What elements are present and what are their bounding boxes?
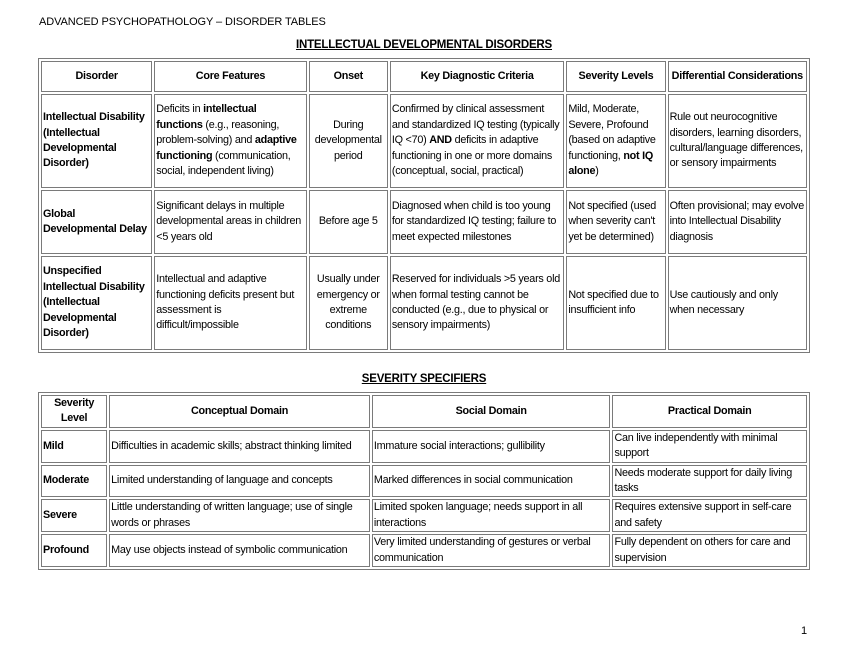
column-header: Severity Level bbox=[41, 395, 107, 428]
column-header: Conceptual Domain bbox=[109, 395, 370, 428]
table1-title: INTELLECTUAL DEVELOPMENTAL DISORDERS bbox=[295, 39, 553, 51]
document-header: ADVANCED PSYCHOPATHOLOGY – DISORDER TABLES bbox=[39, 16, 326, 28]
column-header: Onset bbox=[309, 61, 388, 92]
table-row bbox=[41, 190, 807, 254]
column-header: Disorder bbox=[41, 61, 152, 92]
conceptual-cell: May use objects instead of symbolic communication bbox=[109, 534, 370, 567]
table2-title: SEVERITY SPECIFIERS bbox=[361, 373, 487, 385]
social-cell: Marked differences in social communication bbox=[372, 465, 611, 498]
practical-cell: Needs moderate support for daily living tasks bbox=[612, 465, 807, 498]
severity-cell: Not specified (used when severity can't yet be determined) bbox=[566, 190, 665, 254]
disorder-cell: Unspecified Intellectual Disability (Intellectual Developmental Disorder) bbox=[41, 256, 152, 350]
table-row bbox=[41, 256, 807, 350]
column-header: Practical Domain bbox=[612, 395, 807, 428]
differential-cell: Use cautiously and only when necessary bbox=[668, 256, 807, 350]
table-header-row bbox=[41, 61, 807, 92]
core-features-cell: Deficits in intellectual functions (e.g., reasoning, problem-solving) and adaptive functioning (communication, social, independent living) bbox=[154, 94, 306, 188]
core-features-cell: Intellectual and adaptive functioning deficits present but assessment is difficult/impossible bbox=[154, 256, 306, 350]
table-row bbox=[41, 430, 807, 463]
practical-cell: Can live independently with minimal support bbox=[612, 430, 807, 463]
practical-cell: Fully dependent on others for care and supervision bbox=[612, 534, 807, 567]
page-number: 1 bbox=[801, 625, 808, 637]
table-row bbox=[41, 499, 807, 532]
social-cell: Immature social interactions; gullibility bbox=[372, 430, 611, 463]
differential-cell: Often provisional; may evolve into Intellectual Disability diagnosis bbox=[668, 190, 807, 254]
onset-cell: Usually under emergency or extreme conditions bbox=[309, 256, 388, 350]
table-row bbox=[41, 465, 807, 498]
conceptual-cell: Difficulties in academic skills; abstract thinking limited bbox=[109, 430, 370, 463]
severity-specifiers-table bbox=[38, 392, 810, 570]
table-row bbox=[41, 534, 807, 567]
disorder-cell: Intellectual Disability (Intellectual Developmental Disorder) bbox=[41, 94, 152, 188]
conceptual-cell: Little understanding of written language; use of single words or phrases bbox=[109, 499, 370, 532]
table-row bbox=[41, 94, 807, 188]
column-header: Core Features bbox=[154, 61, 306, 92]
onset-cell: Before age 5 bbox=[309, 190, 388, 254]
differential-cell: Rule out neurocognitive disorders, learning disorders, cultural/language differences, or sensory impairments bbox=[668, 94, 807, 188]
onset-cell: During developmental period bbox=[309, 94, 388, 188]
table-header-row bbox=[41, 395, 807, 428]
social-cell: Very limited understanding of gestures or verbal communication bbox=[372, 534, 611, 567]
severity-cell: Mild, Moderate, Severe, Profound (based on adaptive functioning, not IQ alone) bbox=[566, 94, 665, 188]
criteria-cell: Reserved for individuals >5 years old when formal testing cannot be conducted (e.g., due to physical or sensory impairments) bbox=[390, 256, 564, 350]
column-header: Key Diagnostic Criteria bbox=[390, 61, 564, 92]
severity-cell: Not specified due to insufficient info bbox=[566, 256, 665, 350]
severity-level-cell: Moderate bbox=[41, 465, 107, 498]
column-header: Severity Levels bbox=[566, 61, 665, 92]
criteria-cell: Diagnosed when child is too young for standardized IQ testing; failure to meet expected milestones bbox=[390, 190, 564, 254]
column-header: Social Domain bbox=[372, 395, 611, 428]
practical-cell: Requires extensive support in self-care and safety bbox=[612, 499, 807, 532]
severity-level-cell: Profound bbox=[41, 534, 107, 567]
severity-level-cell: Severe bbox=[41, 499, 107, 532]
disorder-cell: Global Developmental Delay bbox=[41, 190, 152, 254]
column-header: Differential Considerations bbox=[668, 61, 807, 92]
conceptual-cell: Limited understanding of language and concepts bbox=[109, 465, 370, 498]
social-cell: Limited spoken language; needs support in all interactions bbox=[372, 499, 611, 532]
core-features-cell: Significant delays in multiple developmental areas in children <5 years old bbox=[154, 190, 306, 254]
intellectual-disorders-table bbox=[38, 58, 810, 353]
criteria-cell: Confirmed by clinical assessment and standardized IQ testing (typically IQ <70) AND deficits in adaptive functioning in one or more domains (conceptual, social, practical) bbox=[390, 94, 564, 188]
severity-level-cell: Mild bbox=[41, 430, 107, 463]
